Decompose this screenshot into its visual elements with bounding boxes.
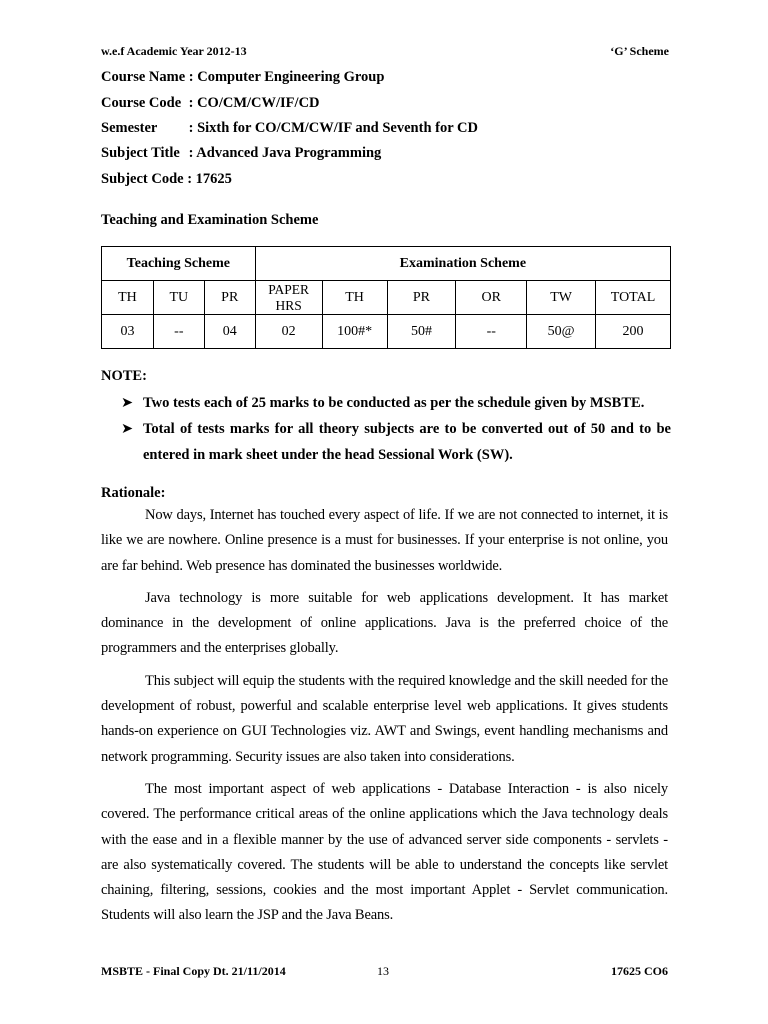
table-cell: 50# [387, 315, 456, 349]
note-text: Two tests each of 25 marks to be conducted as per the schedule given by MSBTE. [143, 395, 645, 411]
table-cell: 04 [204, 315, 255, 349]
header-scheme: ‘G’ Scheme [610, 44, 669, 58]
teaching-scheme-header: Teaching Scheme [102, 247, 256, 281]
course-name-label: Course Name : [101, 69, 194, 85]
subject-title-value: : Advanced Java Programming [188, 145, 382, 161]
arrow-bullet-icon: ➤ [121, 395, 134, 411]
table-cell: -- [153, 315, 204, 349]
subject-code-label: Subject Code : [101, 171, 193, 187]
course-name-row [101, 69, 384, 86]
arrow-bullet-icon: ➤ [121, 421, 134, 437]
col-header: TH [102, 281, 154, 315]
list-item [101, 390, 671, 416]
semester-label: Semester [101, 120, 158, 136]
header-academic-year: w.e.f Academic Year 2012-13 [101, 44, 247, 58]
note-section [101, 366, 671, 468]
scheme-table [101, 246, 671, 349]
subject-code-row [101, 171, 232, 188]
semester-value: : Sixth for CO/CM/CW/IF and Seventh for CD [188, 120, 478, 136]
col-header: TOTAL [596, 281, 671, 315]
rationale-paragraph: Java technology is more suitable for web applications development. It has market dominance in the development of online applications. Java is the preferred choice of the programmers and the enterprises globally. [101, 589, 668, 657]
course-code-row [101, 95, 320, 112]
table-cell: 50@ [527, 315, 596, 349]
table-header-row [102, 281, 671, 315]
subject-title-label: Subject Title [101, 145, 180, 161]
course-code-label: Course Code [101, 95, 182, 111]
col-header: PR [204, 281, 255, 315]
page-number: 13 [377, 964, 389, 978]
subject-title-row [101, 145, 381, 162]
list-item [101, 416, 671, 468]
table-cell: 200 [596, 315, 671, 349]
col-header: TW [527, 281, 596, 315]
rationale-paragraph: The most important aspect of web applications - Database Interaction - is also nicely covered. The performance critical areas of the online applications which the Java technology deals with the ease and in a flexible manner by the use of advanced server side components - servlets - are also systematically covered. The students will be able to understand the concepts like servlet chaining, filtering, sessions, cookies and the most important Applet - Servlet communication. Students will also learn the JSP and the Java Beans. [101, 780, 668, 924]
table-cell: 100#* [322, 315, 387, 349]
col-header: PAPER HRS [255, 281, 322, 315]
col-header: OR [456, 281, 527, 315]
rationale-section [101, 483, 668, 936]
col-header: PR [387, 281, 456, 315]
note-text: Total of tests marks for all theory subjects are to be converted out of 50 and to be entered in mark sheet under the head Sessional Work (SW). [143, 421, 671, 463]
subject-code-value: 17625 [195, 171, 232, 187]
footer-subject-code: 17625 CO6 [611, 964, 668, 978]
col-header: TU [153, 281, 204, 315]
col-header: TH [322, 281, 387, 315]
examination-scheme-header: Examination Scheme [255, 247, 670, 281]
table-row [102, 315, 671, 349]
course-code-value: : CO/CM/CW/IF/CD [188, 95, 320, 111]
table-cell: -- [456, 315, 527, 349]
table-cell: 02 [255, 315, 322, 349]
footer-copy-date: MSBTE - Final Copy Dt. 21/11/2014 [101, 964, 286, 978]
rationale-paragraph: Now days, Internet has touched every aspect of life. If we are not connected to internet, it is like we are nowhere. Online presence is a must for businesses. If your enterprise is not online, you are far behind. Web presence has dominated the businesses worldwide. [101, 507, 668, 574]
rationale-title: Rationale: [101, 485, 166, 501]
note-title: NOTE: [101, 368, 147, 384]
course-name-value: Computer Engineering Group [197, 69, 385, 85]
scheme-title: Teaching and Examination Scheme [101, 212, 319, 228]
table-cell: 03 [102, 315, 154, 349]
semester-row [101, 120, 478, 137]
rationale-paragraph: This subject will equip the students with the required knowledge and the skill needed for the development of robust, powerful and scalable enterprise level web applications. It gives students hands-on experience on GUI Technologies viz. AWT and Swings, event handling mechanisms and network programming. Security issues are also taken into considerations. [101, 672, 668, 765]
